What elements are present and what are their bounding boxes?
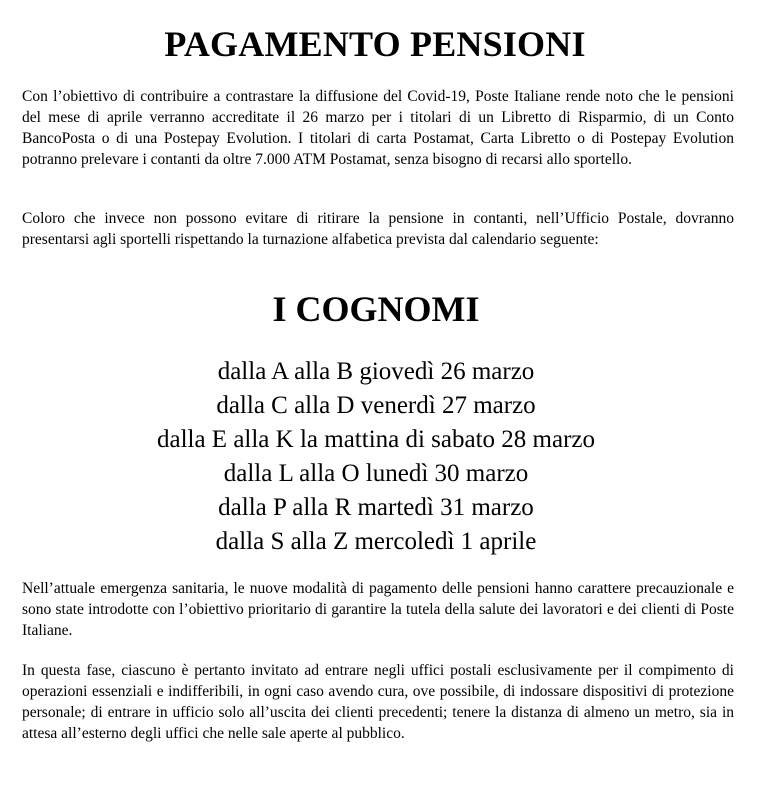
schedule-item: dalla A alla B giovedì 26 marzo xyxy=(217,358,535,385)
schedule-item: dalla P alla R martedì 31 marzo xyxy=(218,494,534,521)
schedule-item: dalla L alla O lunedì 30 marzo xyxy=(223,460,529,487)
schedule-list xyxy=(0,355,752,559)
safety-rules-paragraph: In questa fase, ciascuno è pertanto invitato ad entrare negli uffici postali esclusivamente per il compimento di operazioni essenziali e indifferibili, in ogni caso avendo cura, ove possibile, di indossare dispositivi di protezione personale; di entrare in ufficio solo all’uscita dei clienti precedenti; tenere la distanza di almeno un metro, sia in attesa all’esterno degli uffici che nelle sale aperte al pubblico. xyxy=(22,662,734,742)
intro-paragraph: Con l’obiettivo di contribuire a contrastare la diffusione del Covid-19, Poste Italiane rende noto che le pensioni del mese di aprile verranno accreditate il 26 marzo per i titolari di un Libretto di Risparmio, di un Conto BancoPosta o di una Postepay Evolution. I titolari di carta Postamat, Carta Libretto o di Postepay Evolution potranno prelevare i contanti da oltre 7.000 ATM Postamat, senza bisogno di recarsi allo sportello. xyxy=(22,88,734,168)
schedule-item: dalla E alla K la mattina di sabato 28 marzo xyxy=(156,426,596,453)
schedule-item: dalla S alla Z mercoledì 1 aprile xyxy=(215,528,537,555)
cash-withdrawal-paragraph: Coloro che invece non possono evitare di ritirare la pensione in contanti, nell’Ufficio Postale, dovranno presentarsi agli sportelli rispettando la turnazione alfabetica prevista dal calendario seguente: xyxy=(22,210,734,248)
surnames-heading: I COGNOMI xyxy=(272,289,480,329)
emergency-paragraph: Nell’attuale emergenza sanitaria, le nuove modalità di pagamento delle pensioni hanno carattere precauzionale e sono state introdotte con l’obiettivo prioritario di garantire la tutela della salute dei lavoratori e dei clienti di Poste Italiane. xyxy=(22,580,734,639)
schedule-item: dalla C alla D venerdì 27 marzo xyxy=(216,392,536,419)
page-title: PAGAMENTO PENSIONI xyxy=(164,24,586,64)
